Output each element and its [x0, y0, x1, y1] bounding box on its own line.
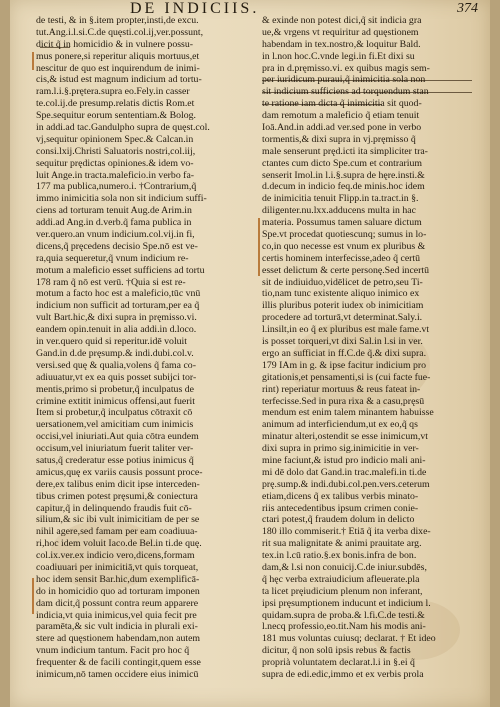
- text-line: stere ad quęstionem habendam,non autem: [36, 633, 201, 645]
- text-line: dam remotum a maleficio q̃ etiam tenuit: [262, 110, 420, 122]
- text-line: Spe.vt procedat quotiescunq; sumus in lo-: [262, 229, 427, 241]
- text-line: materia. Possumus tamen saluare dictum: [262, 217, 422, 229]
- margin-bracket: [32, 52, 34, 70]
- text-line: te ratione iam dicta q̃ inimicitia sit quod-: [262, 98, 422, 110]
- text-line: satus,q̃ crederatur esse potius inimicus q̃: [36, 454, 194, 466]
- text-line: vult Bart.hic,& dixi supra in pręmisso.vi.: [36, 312, 197, 324]
- text-line: riis antecedentibus ipsum crimen conie-: [262, 502, 419, 514]
- text-line: do in homicidio quo ad torturam imponen: [36, 585, 200, 597]
- text-line: sit de indiuiduo,vidēlicet de petro,seu Ti-: [262, 276, 423, 288]
- text-line: l.insilt,in eo q̃ ex pluribus est male fame.vt: [262, 324, 430, 336]
- text-line: occisi,vel iniuriati.Aut quia cōtra eundem: [36, 431, 199, 443]
- text-line: l.necq professio,eo.tit.Nam his modis ani-: [262, 621, 426, 633]
- text-line: d.decum in indicio feq.de minis.hoc idem: [262, 181, 425, 193]
- text-line: co,in quo necesse est vnum ex pluribus &: [262, 240, 426, 252]
- text-line: uersationem,vel amicitiam cum inimicis: [36, 419, 194, 431]
- text-line: dam,& l.si non conuicij.C.de iniur.subdēs,: [262, 561, 427, 573]
- text-line: paramēta,& sic vult indicia in plurali exi-: [36, 621, 198, 633]
- text-line: q̃ hęc verba extraiudicium afleuerate.pla: [262, 573, 420, 585]
- text-line: sequitur prędictas opiniones.& idem vo-: [36, 157, 194, 169]
- text-line: inimicum,nō tamen occidere eius inimicū: [36, 668, 199, 680]
- text-line: rit sua malignitate & animi prauitate arg.: [262, 538, 422, 550]
- text-line: mentis,primo si probetur,q̃ inculpatus de: [36, 383, 194, 395]
- text-line: dicens,q̃ pręcedens decisio Spe.nō est ve-: [36, 240, 198, 252]
- text-line: hoc idem sensit Bar.hic,dum exemplificā-: [36, 573, 200, 585]
- page-number: 374: [457, 1, 478, 16]
- text-line: supra de edi.edic,immo et ex verbis prola: [262, 668, 424, 680]
- text-line: de inimicitia tenuit Flipp.in ta.tract.in §.: [262, 193, 419, 205]
- text-line: nihil agere,sed famam per eam coadiuua-: [36, 526, 198, 538]
- text-line: rint) reperiatur mortuus & reus fateat in-: [262, 383, 421, 395]
- text-line: dixi supra in primo sig.inimicitie in ver-: [262, 443, 419, 455]
- text-line: coadiuuari per inimicitiā,vt quis torqueat,: [36, 561, 199, 573]
- text-line: mus ponere,si reperitur aliquis mortuus,et: [36, 50, 200, 62]
- text-line: tut.Ang.i.l.si.C.de quęsti.col.ij,ver.possunt,: [36, 26, 204, 38]
- text-line: esset delictum & certe personę.Sed incertū: [262, 264, 430, 276]
- text-line: per iuridicum puraui,q̃ inimicitia sola non: [262, 74, 426, 86]
- text-line: pra in d.pręmisso.vi. ex quibus magis sem-: [262, 62, 430, 74]
- text-line: Gand.in d.de pręsump.& indi.dubi.col.v.: [36, 347, 194, 359]
- text-line: versi.sed quę & qualia,volens q̃ fama co-: [36, 359, 196, 371]
- text-line: te.col.ij.de presump.relatis dictis Rom.et: [36, 98, 195, 110]
- text-line: Spe.sequitur eorum sententiam.& Bolog.: [36, 110, 196, 122]
- text-line: motum a facto hoc est a maleficio,tūc vnū: [36, 288, 201, 300]
- text-line: habendam in tex.nostro,& loquitur Bald.: [262, 38, 421, 50]
- text-line: 179 IAm in g. & ipse facitur indicium pro: [262, 359, 427, 371]
- text-line: silium,& sic ibi vult inimicitiam de per se: [36, 514, 200, 526]
- text-line: prę.sump.& indi.dubi.col.pen.vers.ceterum: [262, 478, 430, 490]
- text-line: ra,quia sequeretur,q̃ vnum indicium re-: [36, 252, 189, 264]
- text-line: mine faciunt,& istud pro indicio mali ani-: [262, 454, 426, 466]
- text-line: motum a maleficio esset sufficiens ad tortu: [36, 264, 205, 276]
- text-line: tormentis,& dixi supra in vj.pręmisso q̃: [262, 133, 416, 145]
- text-line: 180 illo commiserit.† Etiā q̃ ita verba dixe-: [262, 526, 431, 538]
- text-line: col.ix.ver.ex indicio vero,dicens,formam: [36, 550, 195, 562]
- text-line: is posset torqueri,vt dixi Sal.in l.si in ver.: [262, 336, 423, 348]
- margin-bracket: [258, 218, 260, 276]
- text-line: luit Ange.in tracta.maleficio.in verbo fa-: [36, 169, 195, 181]
- text-line: ctantes cum dicto Spe.cum et contrarium: [262, 157, 422, 169]
- margin-bracket: [32, 578, 34, 614]
- text-line: tio,nam tunc existente aliquo inimico ex: [262, 288, 420, 300]
- text-line: terfecisse.Sed in pura rixa & a casu,pręsū: [262, 395, 425, 407]
- text-line: vj,sequitur opinionem Spec.& Calcan.in: [36, 133, 194, 145]
- text-line: de testi, & in §.item propter,insti,de excu.: [36, 15, 199, 26]
- text-line: animum ad interficiendum,ut ex eo,q̃ qs: [262, 419, 418, 431]
- text-line: tibus crimen potest pręsumi,& coniectura: [36, 490, 198, 502]
- text-line: proprià voluntatem declarat.l.i in §.ei q̃: [262, 657, 415, 669]
- text-line: ctari potest,q̃ fraudem dolum in delicto: [262, 514, 415, 526]
- text-line: senserit Imol.in l.i.§.supra de hęre.insti.&: [262, 169, 425, 181]
- text-line: sit indicium sufficiens ad torquendum stan: [262, 86, 429, 98]
- right-text-column: [262, 15, 480, 681]
- text-line: in ver.quero quid si reperitur.idē voluit: [36, 336, 188, 348]
- text-line: in addi.ad tac.Gandulpho supra de quęst.col.: [36, 122, 210, 134]
- text-line: 178 ram q̃ nō est verū. †Quia si est re-: [36, 276, 186, 288]
- text-line: ciens ad torturam tenuit Aug.de Arim.in: [36, 205, 192, 217]
- text-line: indicia,vt quia inimicus,vel quia fecit pre: [36, 609, 197, 621]
- text-line: mi dē dolo dat Gand.in trac.malefi.in ti.de: [262, 466, 427, 478]
- text-line: capitur,q̃ in delinquendo fraudis fuit cō-: [36, 502, 192, 514]
- text-line: addi.ad Ang.in d.verb.q̃ fama publica in: [36, 217, 192, 229]
- text-line: indicium non sufficit ad torturam,per ea q̃: [36, 300, 200, 312]
- text-line: cis,& istud est magnum indicium ad tortu-: [36, 74, 202, 86]
- text-line: dere,ex talibus enim dicit ipse interceden-: [36, 478, 200, 490]
- text-line: male senserunt pręd.icti ita simpliciter tra-: [262, 145, 428, 157]
- text-line: minatur alteri,ostendit se esse inimicum,vt: [262, 431, 428, 443]
- text-line: etiam,dicens q̃ ex talibus verbis minato-: [262, 490, 419, 502]
- text-line: mendum est enim talem minantem habuisse: [262, 407, 434, 419]
- text-line: dicitur, q̃ non solū ipsis rebus & factis: [262, 645, 411, 657]
- text-line: certis hominem interfecisse,adeo q̃ certū: [262, 252, 421, 264]
- text-line: Ioā.And.in addi.ad ver.sed pone in verbo: [262, 122, 422, 134]
- text-line: adiuuatur,vt ex ea quis posset subijci tor-: [36, 371, 197, 383]
- text-line: ue,& vrgens vt requiritur ad quęstionem: [262, 26, 419, 38]
- text-line: occisum,vel iniuriatum fuerit taliter ver-: [36, 443, 194, 455]
- text-line: 181 mus voluntas cuiusq; declarat. † Et ideo: [262, 633, 436, 645]
- text-line: amicus,quę ex variis causis possunt proce-: [36, 466, 203, 478]
- text-line: frequenter & de facili contingit,quem esse: [36, 657, 201, 669]
- running-head: DE INDICIIS.: [130, 0, 260, 17]
- text-line: ergo an sufficiat in ff.C.de q̃.& dixi supra.: [262, 347, 427, 359]
- text-line: ta licet pręiudicium plenum non inferant,: [262, 585, 423, 597]
- book-page: [10, 0, 490, 707]
- text-line: quidam.supra de proba.& l.fi.C.de testi.&: [262, 609, 425, 621]
- text-line: ri,hoc idem voluit Iaco.de Bel.in ti.de quę.: [36, 538, 202, 550]
- text-line: & exinde non potest dici,q̃ sit indicia gra: [262, 15, 422, 26]
- text-line: ram.l.i.§.prętera.supra eo.Fely.in casser: [36, 86, 190, 98]
- text-line: immo inimicitia sola non sit indicium suffi-: [36, 193, 207, 205]
- text-line: eandem opin.tenuit in alia addi.in d.loco.: [36, 324, 197, 336]
- text-line: consi.lxij.Christi Saluatoris nostri,col.iij,: [36, 145, 196, 157]
- text-line: vnum indicium tantum. Facit pro hoc q̃: [36, 645, 190, 657]
- text-line: Item si probetur,q̃ inculpatus cōtraxit cō: [36, 407, 193, 419]
- text-line: ipsi pręsumptionem inducunt et indicium l.: [262, 597, 431, 609]
- text-line: tex.in l.cū ratio.§.ex bonis.infra de bon.: [262, 550, 417, 562]
- text-line: illis pluribus poterit iudex ob inimicitiam: [262, 300, 424, 312]
- text-line: dam dicit,q̃ possunt contra reum apparere: [36, 597, 199, 609]
- text-line: procedere ad torturā,vt determinat.Saly.i.: [262, 312, 423, 324]
- text-line: crimine extitit inimicus offensi,aut fuerit: [36, 395, 195, 407]
- text-line: gitationis,et pensamenti,si is (cui facte fue-: [262, 371, 431, 383]
- text-line: ver.quero.an vnum indicium.col.vij.in fi,: [36, 229, 195, 241]
- text-line: dicit q̃ in homicidio & in vulnere possu-: [36, 38, 194, 50]
- left-text-column: [36, 15, 254, 681]
- text-line: in l.non hoc.C.vnde legi.in fi.Et dixi su: [262, 50, 415, 62]
- text-line: diligenter.nu.lxx.adducens multa in hac: [262, 205, 416, 217]
- text-line: nescitur de quo est inquirendum de inimi-: [36, 62, 200, 74]
- text-line: 177 ma publica,numero.i. †Contrarium,q̃: [36, 181, 197, 193]
